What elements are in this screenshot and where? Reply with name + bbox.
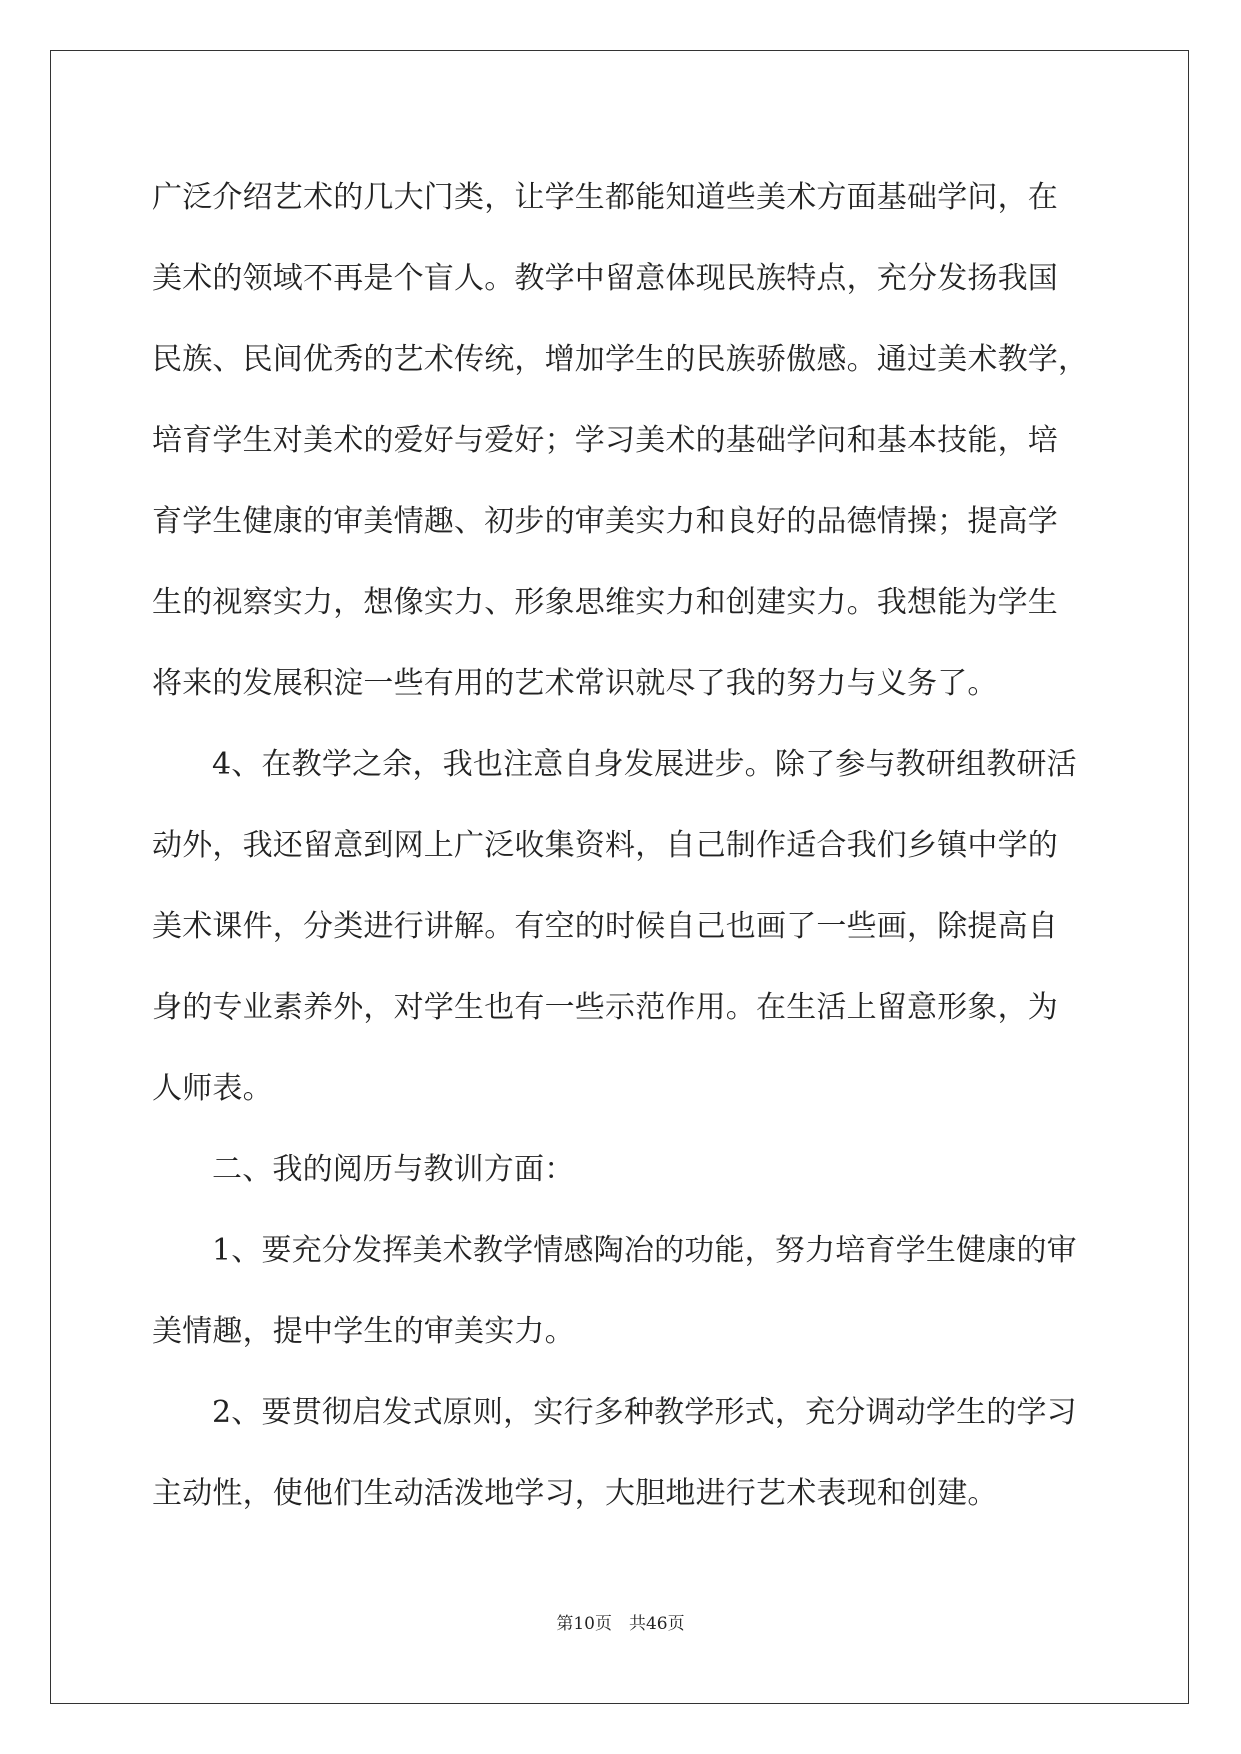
text-line: 民族、民间优秀的艺术传统，增加学生的民族骄傲感。通过美术教学， — [152, 342, 1089, 377]
text-line: 美情趣，提中学生的审美实力。 — [152, 1314, 575, 1349]
page-number-footer: 第10页 共46页 — [556, 1614, 685, 1634]
paragraph-start-line: 1、要充分发挥美术教学情感陶冶的功能，努力培育学生健康的审 — [212, 1233, 1077, 1268]
text-line: 美术的领域不再是个盲人。教学中留意体现民族特点，充分发扬我国 — [152, 261, 1058, 296]
text-line: 美术课件，分类进行讲解。有空的时候自己也画了一些画，除提高自 — [152, 909, 1058, 944]
text-line: 培育学生对美术的爱好与爱好；学习美术的基础学问和基本技能，培 — [152, 423, 1058, 458]
text-line: 广泛介绍艺术的几大门类，让学生都能知道些美术方面基础学问，在 — [152, 180, 1058, 215]
document-body — [152, 164, 1087, 1541]
text-line: 动外，我还留意到网上广泛收集资料，自己制作适合我们乡镇中学的 — [152, 828, 1058, 863]
text-line: 育学生健康的审美情趣、初步的审美实力和良好的品德情操；提高学 — [152, 504, 1058, 539]
text-line: 身的专业素养外，对学生也有一些示范作用。在生活上留意形象，为 — [152, 990, 1058, 1025]
text-line: 人师表。 — [152, 1071, 273, 1106]
text-line: 将来的发展积淀一些有用的艺术常识就尽了我的努力与义务了。 — [152, 666, 998, 701]
text-line: 主动性，使他们生动活泼地学习，大胆地进行艺术表现和创建。 — [152, 1476, 998, 1511]
paragraph-start-line: 2、要贯彻启发式原则，实行多种教学形式，充分调动学生的学习 — [212, 1395, 1077, 1430]
section-heading: 二、我的阅历与教训方面： — [212, 1152, 575, 1187]
text-line: 生的视察实力，想像实力、形象思维实力和创建实力。我想能为学生 — [152, 585, 1058, 620]
paragraph-start-line: 4、在教学之余，我也注意自身发展进步。除了参与教研组教研活 — [212, 747, 1077, 782]
